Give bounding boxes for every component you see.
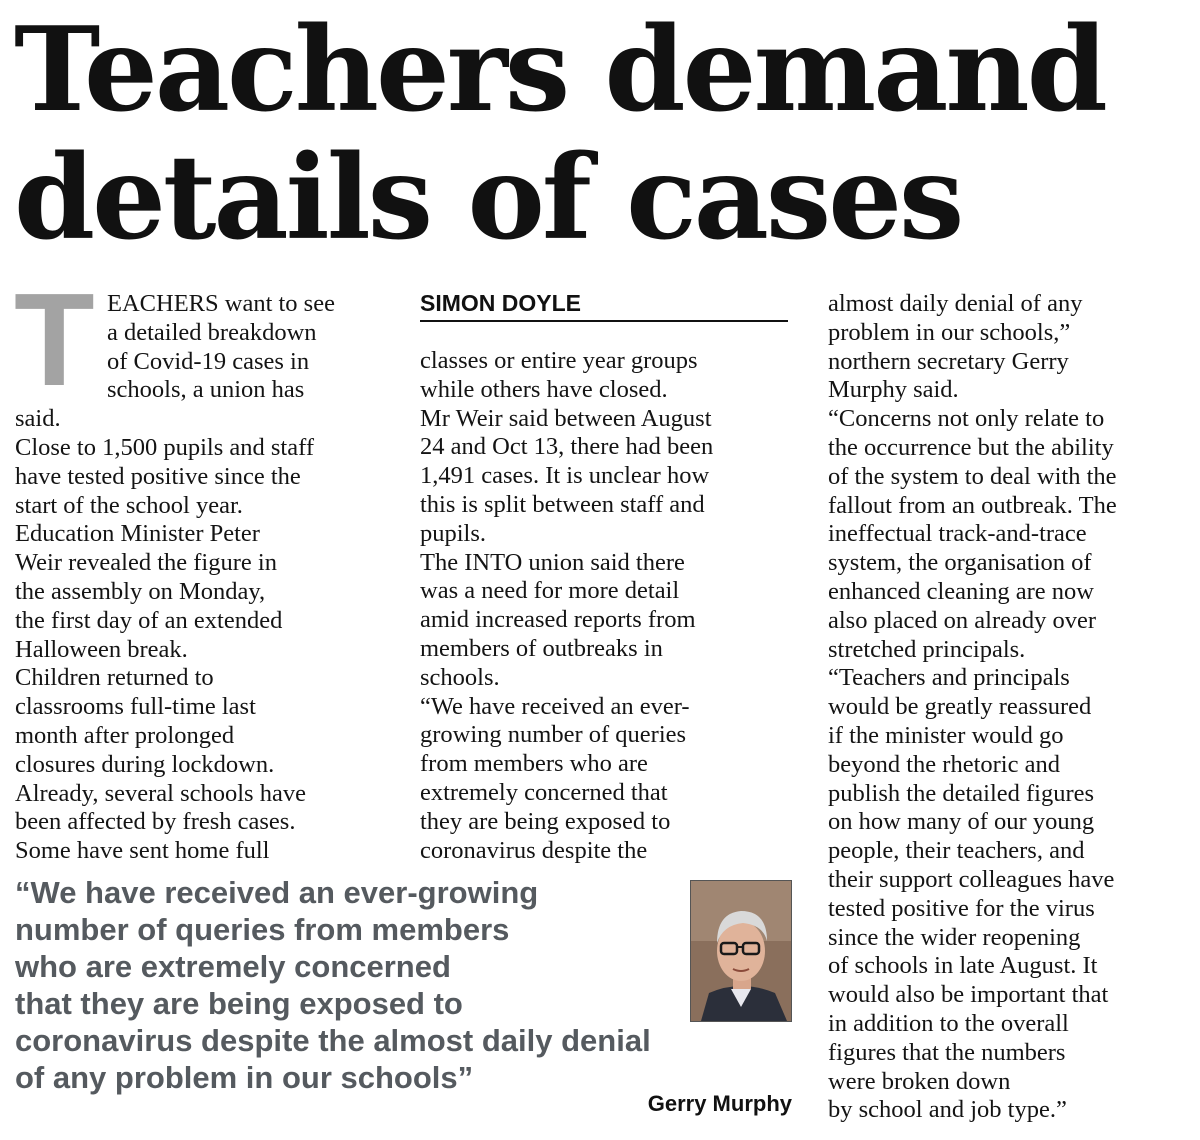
text-line: they are being exposed to: [420, 807, 671, 835]
headline-line-1: Teachers demand: [14, 2, 1105, 138]
text-line: their support colleagues have: [828, 865, 1115, 893]
text-line: Already, several schools have: [15, 779, 306, 807]
text-line: would also be important that: [828, 981, 1109, 1009]
text-line: growing number of queries: [420, 721, 687, 749]
text-line: enhanced cleaning are now: [828, 577, 1094, 605]
text-line: of the system to deal with the: [828, 462, 1117, 490]
pull-quote-line: that they are being exposed to: [15, 986, 463, 1021]
text-line: while others have closed.: [420, 375, 668, 403]
text-line: classes or entire year groups: [420, 347, 698, 374]
pull-quote-line: of any problem in our schools”: [15, 1060, 474, 1095]
text-line: of Covid-19 cases in: [107, 347, 310, 375]
text-line: classrooms full-time last: [15, 693, 256, 721]
text-line: since the wider reopening: [828, 923, 1081, 951]
text-line: Education Minister Peter: [15, 520, 260, 548]
portrait-photo: [690, 880, 792, 1022]
text-line: the assembly on Monday,: [15, 577, 266, 605]
text-line: problem in our schools,”: [828, 318, 1071, 346]
text-line: of schools in late August. It: [828, 952, 1098, 980]
text-line: 24 and Oct 13, there had been: [420, 433, 714, 461]
text-line: been affected by fresh cases.: [15, 808, 296, 836]
text-line: 1,491 cases. It is unclear how: [420, 462, 710, 490]
text-line: were broken down: [828, 1067, 1011, 1095]
text-line: coronavirus despite the: [420, 836, 648, 864]
text-line: on how many of our young: [828, 808, 1095, 836]
text-line: tested positive for the virus: [828, 894, 1095, 922]
article-column-2: [420, 347, 800, 865]
text-line: almost daily denial of any: [828, 290, 1083, 317]
text-line: amid increased reports from: [420, 606, 696, 634]
text-line: if the minister would go: [828, 721, 1064, 749]
text-line: Murphy said.: [828, 376, 959, 404]
text-line: publish the detailed figures: [828, 779, 1095, 807]
pull-quote-line: coronavirus despite the almost daily denial: [15, 1023, 651, 1058]
text-line: “Concerns not only relate to: [828, 405, 1105, 433]
article-column-3: [828, 290, 1198, 1125]
text-line: EACHERS want to see: [107, 290, 335, 317]
text-line: month after prolonged: [15, 721, 235, 749]
text-line: “Teachers and principals: [828, 664, 1070, 692]
pull-quote: [15, 874, 795, 1096]
text-line: schools.: [420, 663, 500, 691]
text-line: schools, a union has: [107, 376, 305, 404]
text-line: extremely concerned that: [420, 778, 668, 806]
text-line: fallout from an outbreak. The: [828, 491, 1117, 519]
text-line: from members who are: [420, 750, 648, 778]
text-line: a detailed breakdown: [107, 318, 317, 346]
text-line: figures that the numbers: [828, 1038, 1066, 1066]
text-line: Some have sent home full: [15, 837, 270, 865]
text-line: closures during lockdown.: [15, 750, 275, 778]
text-line: Mr Weir said between August: [420, 404, 712, 432]
text-line: “We have received an ever-: [420, 692, 690, 720]
headline-line-2: details of cases: [14, 130, 962, 266]
pull-quote-line: “We have received an ever-growing: [15, 875, 539, 910]
article-column-1: [15, 290, 395, 866]
text-line: the occurrence but the ability: [828, 433, 1114, 461]
text-line: stretched principals.: [828, 635, 1026, 663]
text-line: pupils.: [420, 519, 487, 547]
text-line: northern secretary Gerry: [828, 347, 1069, 375]
text-line: people, their teachers, and: [828, 837, 1085, 865]
headline: [14, 2, 1194, 266]
text-line: Halloween break.: [15, 635, 188, 663]
pull-quote-line: number of queries from members: [15, 912, 510, 947]
text-line: Weir revealed the figure in: [15, 549, 277, 577]
portrait-illustration: [691, 881, 791, 1021]
pull-quote-line: who are extremely concerned: [15, 949, 451, 984]
text-line: by school and job type.”: [828, 1096, 1067, 1124]
byline: SIMON DOYLE: [420, 288, 788, 322]
text-line: Close to 1,500 pupils and staff: [15, 433, 314, 461]
text-line: in addition to the overall: [828, 1009, 1069, 1037]
text-line: was a need for more detail: [420, 577, 680, 605]
text-line: also placed on already over: [828, 606, 1097, 634]
text-line: this is split between staff and: [420, 490, 705, 518]
text-line: The INTO union said there: [420, 548, 685, 576]
drop-cap: T: [14, 290, 95, 390]
text-line: beyond the rhetoric and: [828, 750, 1060, 778]
text-line: said.: [15, 405, 61, 433]
text-line: Children returned to: [15, 664, 214, 692]
text-line: system, the organisation of: [828, 549, 1092, 577]
quote-attribution: Gerry Murphy: [647, 1091, 792, 1116]
text-line: members of outbreaks in: [420, 634, 663, 662]
text-line: start of the school year.: [15, 491, 243, 519]
text-line: ineffectual track-and-trace: [828, 520, 1087, 548]
text-line: would be greatly reassured: [828, 693, 1092, 721]
text-line: the first day of an extended: [15, 606, 283, 634]
text-line: have tested positive since the: [15, 462, 301, 490]
